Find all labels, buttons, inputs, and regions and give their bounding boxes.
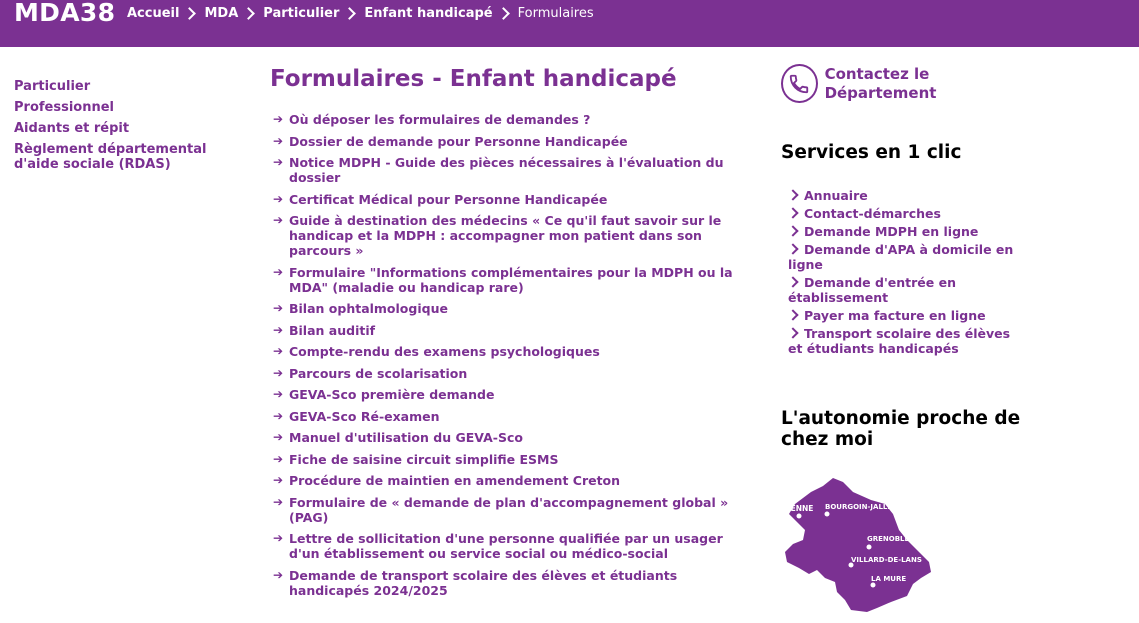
map-svg	[781, 474, 941, 619]
list-item	[270, 134, 750, 149]
form-link[interactable]: Procédure de maintien en amendement Creton	[289, 473, 621, 488]
leftnav-item-aidants[interactable]: Aidants et répit	[14, 121, 130, 136]
form-link[interactable]: Parcours de scolarisation	[289, 365, 468, 381]
contact-label: Contactez le Département	[824, 64, 937, 102]
city-label-grenoble: GRENOBLE	[867, 535, 910, 543]
list-item	[788, 326, 1023, 356]
form-link[interactable]: Fiche de saisine circuit simplifie ESMS	[289, 451, 559, 467]
service-link-mdph[interactable]: Demande MDPH en ligne	[804, 224, 979, 239]
arrow-right-icon: ➔	[273, 408, 284, 423]
list-item	[270, 409, 750, 424]
list-item	[270, 112, 750, 127]
arrow-right-icon: ➔	[273, 473, 284, 487]
list-item	[270, 323, 750, 338]
page-title: Formulaires - Enfant handicapé	[270, 66, 677, 92]
list-item	[270, 265, 750, 295]
list-item	[788, 224, 1023, 239]
chevron-right-icon	[787, 243, 798, 254]
service-link-transport[interactable]: Transport scolaire des élèves et étudiants handicapés	[788, 326, 1011, 356]
form-link[interactable]: GEVA-Sco Ré-examen	[289, 408, 440, 424]
form-link[interactable]: Notice MDPH - Guide des pièces nécessaires à l'évaluation du dossier	[289, 155, 724, 185]
arrow-right-icon: ➔	[273, 494, 284, 509]
form-link[interactable]: Dossier de demande pour Personne Handicapée	[289, 133, 628, 149]
leftnav-item-particulier[interactable]: Particulier	[14, 79, 91, 94]
contact-department-link[interactable]	[781, 64, 1031, 103]
city-dot-la-mure	[871, 583, 876, 588]
service-link-contact[interactable]: Contact-démarches	[804, 206, 941, 221]
phone-icon-glyph	[788, 73, 810, 95]
list-item	[270, 473, 750, 488]
form-link[interactable]: Manuel d'utilisation du GEVA-Sco	[289, 430, 523, 445]
service-link-facture[interactable]: Payer ma facture en ligne	[804, 308, 986, 323]
top-header	[0, 0, 1139, 47]
chevron-right-icon	[787, 207, 798, 218]
arrow-right-icon: ➔	[273, 301, 284, 315]
list-item	[270, 387, 750, 402]
city-label-la-mure: LA MURE	[871, 575, 907, 583]
list-item	[270, 192, 750, 207]
phone-icon	[781, 64, 818, 103]
list-item	[270, 301, 750, 316]
form-link[interactable]: Compte-rendu des examens psychologiques	[289, 344, 600, 359]
list-item	[270, 531, 750, 561]
site-logo[interactable]: MDA38	[14, 0, 116, 27]
isere-map[interactable]	[781, 474, 941, 619]
form-link[interactable]: Bilan auditif	[289, 322, 376, 338]
arrow-right-icon: ➔	[273, 387, 284, 401]
form-link[interactable]: Formulaire "Informations complémentaires pour la MDPH ou la MDA" (maladie ou handicap rare)	[289, 264, 733, 295]
form-link[interactable]: Formulaire de « demande de plan d'accompagnement global » (PAG)	[289, 494, 729, 525]
city-dot-grenoble	[867, 545, 872, 550]
arrow-right-icon: ➔	[273, 213, 284, 227]
arrow-right-icon: ➔	[273, 133, 284, 148]
service-link-apa[interactable]: Demande d'APA à domicile en ligne	[788, 242, 1014, 272]
list-item	[788, 188, 1023, 203]
breadcrumb-particulier[interactable]: Particulier	[263, 6, 340, 21]
services-list	[788, 188, 1023, 359]
list-item	[270, 366, 750, 381]
chevron-right-icon	[787, 309, 798, 320]
city-label-villard: VILLARD-DE-LANS	[851, 556, 922, 564]
form-link[interactable]: Lettre de sollicitation d'une personne qualifiée par un usager d'un établissement ou service social ou médico-social	[289, 531, 723, 561]
list-item	[270, 430, 750, 445]
chevron-right-icon	[497, 7, 510, 20]
breadcrumb	[127, 6, 594, 21]
breadcrumb-accueil[interactable]: Accueil	[127, 6, 180, 21]
list-item	[270, 452, 750, 467]
arrow-right-icon: ➔	[273, 322, 284, 337]
arrow-right-icon: ➔	[273, 430, 284, 444]
chevron-right-icon	[787, 276, 798, 287]
breadcrumb-mda[interactable]: MDA	[204, 6, 239, 21]
service-link-etablissement[interactable]: Demande d'entrée en établissement	[788, 275, 956, 305]
service-link-annuaire[interactable]: Annuaire	[804, 188, 868, 203]
arrow-right-icon: ➔	[273, 264, 284, 279]
chevron-right-icon	[184, 7, 197, 20]
list-item	[270, 344, 750, 359]
list-item	[270, 568, 750, 598]
list-item	[270, 495, 750, 525]
list-item	[788, 206, 1023, 221]
isere-shape	[785, 478, 931, 612]
chevron-right-icon	[787, 189, 798, 200]
arrow-right-icon: ➔	[273, 365, 284, 380]
services-heading: Services en 1 clic	[781, 142, 962, 163]
form-link[interactable]: Guide à destination des médecins « Ce qu'il faut savoir sur le handicap et la MDPH : accompagner mon patient dans son parcours »	[289, 213, 722, 258]
left-navigation	[14, 79, 244, 178]
form-link[interactable]: Certificat Médical pour Personne Handicapée	[289, 191, 608, 207]
list-item	[788, 275, 1023, 305]
arrow-right-icon: ➔	[273, 567, 284, 582]
leftnav-item-rdas[interactable]: Règlement départemental d'aide sociale (RDAS)	[14, 142, 207, 172]
autonomie-heading: L'autonomie proche de chez moi	[781, 408, 1021, 450]
breadcrumb-enfant-handicape[interactable]: Enfant handicapé	[364, 6, 493, 21]
city-dot-bourgoin	[825, 512, 830, 517]
leftnav-item-professionnel[interactable]: Professionnel	[14, 100, 114, 115]
arrow-right-icon: ➔	[273, 112, 284, 126]
list-item	[270, 213, 750, 258]
city-dot-vienne	[797, 514, 802, 519]
list-item	[270, 155, 750, 185]
forms-list	[270, 112, 750, 598]
chevron-right-icon	[787, 327, 798, 338]
right-sidebar	[781, 64, 1031, 583]
arrow-right-icon: ➔	[273, 191, 284, 206]
main-content	[270, 64, 750, 604]
list-item	[788, 308, 1023, 323]
form-link[interactable]: Demande de transport scolaire des élèves et étudiants handicapés 2024/2025	[289, 567, 678, 598]
form-link[interactable]: Bilan ophtalmologique	[289, 301, 448, 316]
chevron-right-icon	[787, 225, 798, 236]
arrow-right-icon: ➔	[273, 531, 284, 545]
breadcrumb-formulaires: Formulaires	[517, 6, 594, 21]
arrow-right-icon: ➔	[273, 344, 284, 358]
chevron-right-icon	[344, 7, 357, 20]
form-link[interactable]: Où déposer les formulaires de demandes ?	[289, 112, 591, 127]
chevron-right-icon	[242, 7, 255, 20]
form-link[interactable]: GEVA-Sco première demande	[289, 387, 495, 402]
arrow-right-icon: ➔	[273, 451, 284, 466]
list-item	[788, 242, 1023, 272]
arrow-right-icon: ➔	[273, 155, 284, 169]
city-label-bourgoin: BOURGOIN-JALLIEU	[825, 503, 901, 511]
city-label-vienne: VIENNE	[782, 504, 814, 513]
